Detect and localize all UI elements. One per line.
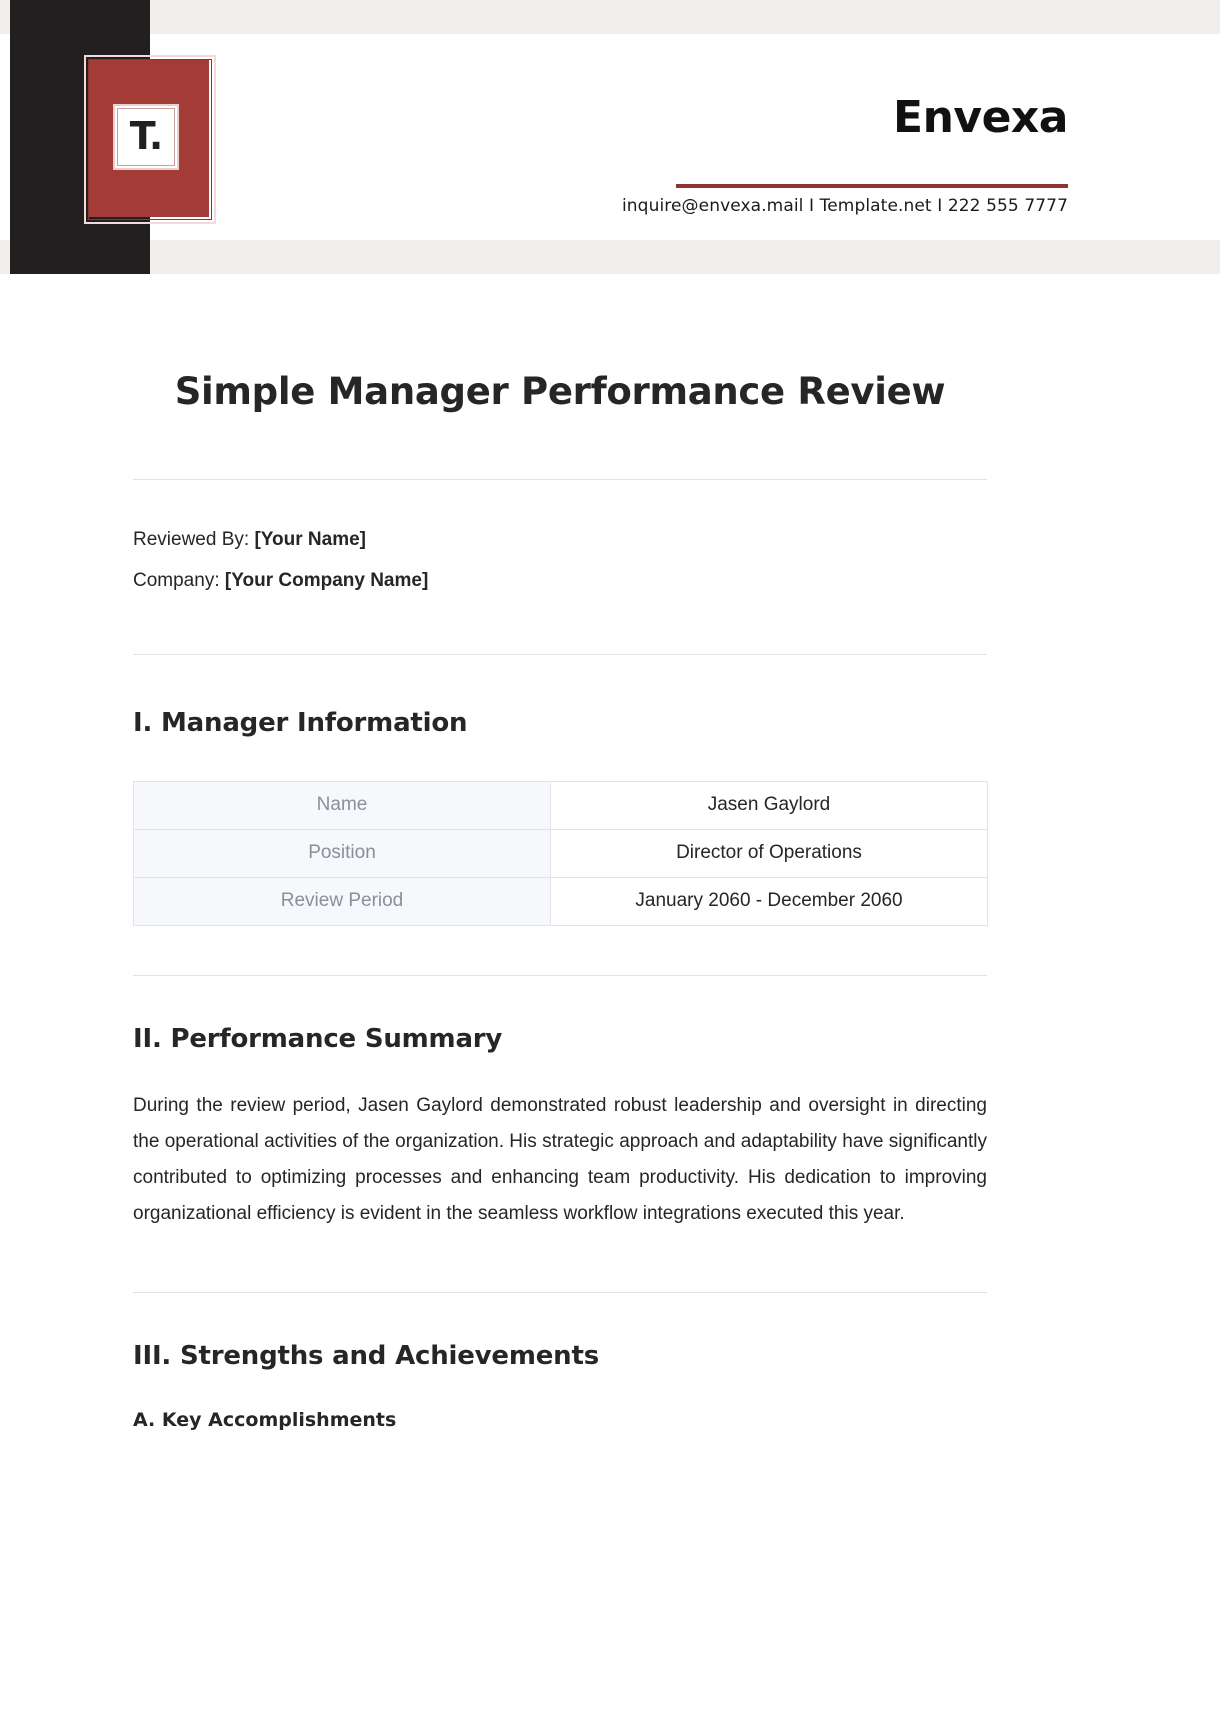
manager-information-table — [133, 781, 988, 926]
table-cell-label: Name — [134, 781, 551, 829]
table-cell-value: Jasen Gaylord — [551, 781, 988, 829]
section-heading-strengths-achievements: III. Strengths and Achievements — [133, 1341, 599, 1372]
template-t-logo-icon: T. — [129, 114, 163, 158]
performance-summary-paragraph: During the review period, Jasen Gaylord demonstrated robust leadership and oversight in directing the operational activities of the organization. His strategic approach and adaptability have significantly contributed to optimizing processes and enhancing team productivity. His dedication to improving organizational efficiency is evident in the seamless workflow integrations executed this year. — [133, 1094, 987, 1225]
table-cell-label: Position — [134, 829, 551, 877]
brand-block — [893, 92, 1068, 143]
logo-tile-inner — [117, 108, 175, 166]
section-heading-manager-information: I. Manager Information — [133, 707, 468, 738]
table-row — [134, 877, 988, 925]
document-header — [0, 0, 1220, 274]
subheading-key-accomplishments: A. Key Accomplishments — [133, 1409, 397, 1432]
table-cell-value: January 2060 - December 2060 — [551, 877, 988, 925]
divider-below-table — [133, 975, 987, 976]
table-cell-value: Director of Operations — [551, 829, 988, 877]
divider-below-title — [133, 479, 987, 480]
table-cell-label: Review Period — [134, 877, 551, 925]
company-label: Company: — [133, 570, 220, 592]
divider-below-summary — [133, 1292, 987, 1293]
company-line — [133, 566, 987, 595]
section-heading-performance-summary: II. Performance Summary — [133, 1023, 503, 1054]
meta-block — [133, 525, 987, 596]
divider-below-meta — [133, 654, 987, 655]
brand-accent-rule — [676, 184, 1068, 188]
reviewed-by-line — [133, 525, 987, 554]
reviewed-by-value: [Your Name] — [254, 529, 367, 550]
brand-name: Envexa — [893, 92, 1068, 143]
brand-contact-line: inquire@envexa.mail I Template.net I 222 555 7777 — [621, 196, 1068, 216]
table-row — [134, 829, 988, 877]
table-row — [134, 781, 988, 829]
company-value: [Your Company Name] — [224, 570, 429, 592]
logo-tile — [113, 104, 179, 170]
reviewed-by-label: Reviewed By: — [133, 529, 250, 550]
document-body — [133, 274, 987, 1431]
page-title: Simple Manager Performance Review — [174, 370, 946, 413]
